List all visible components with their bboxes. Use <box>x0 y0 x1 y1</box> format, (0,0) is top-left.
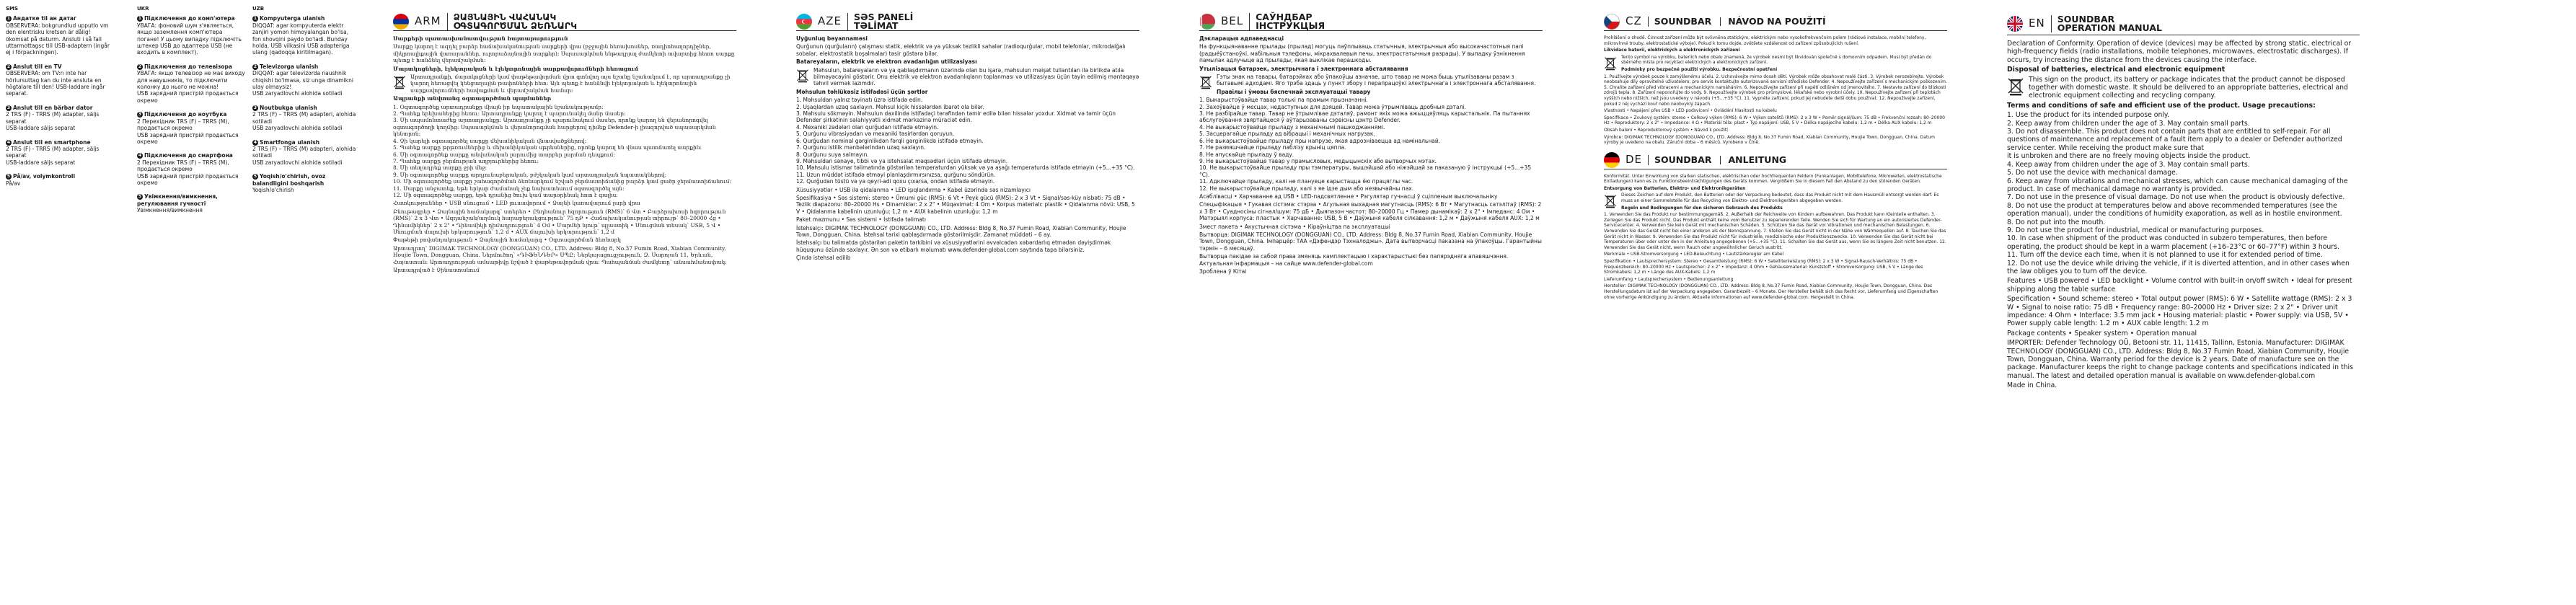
instruction-text: 2 Перехідник TRS (F) – TRRS (M), продається окремо USB зарядний пристрій продається окремо <box>137 118 239 145</box>
bel-paragraph: Вытворца пакідае за сабой права змяняць камплектацыю і характарыстыкі без папярэдняга апавяшчэння. Актуальная інфармацыя – на сайце www.defender-global.com <box>1199 253 1509 267</box>
instruction-item <box>6 105 114 132</box>
instruction-heading-text: Підключення до ноутбука <box>144 111 227 118</box>
armenia-flag-icon <box>393 14 409 30</box>
en-paragraph: Features • USB powered • LED backlight • Volume control with built-in on/off switch • Ideal for present shipping along the table surface <box>2007 277 2352 293</box>
bel-header <box>1199 13 1543 31</box>
arm-paragraph: Արտադրանքի, մարտկոցների կամ փաթեթավորման վրա գտնվող այս նշանը նշանակում է, որ արտադրանքը չի կարող հեռացվել կենցաղային թափոնների հետ։ Այն պետք է հանձնվի էլեկտրական և էլեկտրոնային սարքավորումների հավաքման և վերամշակման համար։ <box>410 74 731 94</box>
instruction-text: OBSERVERA: om TV:n inte har hörlursuttag kan du inte ansluta en högtalare till den! USB-laddare ingår separat. <box>6 70 105 97</box>
instruction-heading-text: Yoqish/o'chirish, ovoz balandligini boshqarish <box>252 173 326 187</box>
de-paragraph: Merkmale • USB-Stromversorgung • LED-Beleuchtung • Lautstärkeregler am Kabel <box>1604 252 1784 257</box>
en-header <box>2007 13 2360 35</box>
de-code: DE <box>1626 152 1643 166</box>
de-paragraph: 1. Verwenden Sie das Produkt nur bestimmungsgemäß. 2. Außerhalb der Reichweite von Kindern aufbewahren. Das Produkt kann Kleinteile enthalten. 3. Zerlegen Sie das Produkt nicht. Das Produkt enthält keine vom Benutzer zu reparierenden Teile. Wenden Sie sich für Wartung an ein autorisiertes Defender-Servicecenter. 4. Verwenden Sie kein Gerät mit mechanischen Schäden. 5. Schützen Sie das Gerät vor Vibrationen und mechanischen Belastungen. 6. Verwenden Sie das Gerät nicht bei einer anderen als der Nennspannung. 7. Stellen Sie das Gerät nicht in der Nähe von Wärmequellen auf. 8. Tauchen Sie das Gerät nicht in Wasser. 9. Verwenden Sie das Produkt nicht für industrielle, medizinische oder Produktionszwecke. 10. Verwenden Sie das Gerät nicht bei Temperaturen über oder unter den in der Anleitung angegebenen (+5...+35 °C). 11. Schalten Sie das Gerät aus, wenn Sie es längere Zeit nicht benutzen. 12. Verwenden Sie das Gerät nicht, wenn Rauch oder ungewöhnlicher Geruch austritt. <box>1604 212 1946 250</box>
aze-paragraph: İstehsalçı bu təlimatda göstərilən paketin tərkibini və xüsusiyyətlərini əvvəlcədən xəbərdarlıq etmədən dəyişdirmək hüququnu özündə saxlayır. Ən son və etibarlı məlumatı www.defender-global.com saytında tapa bilərsiniz. <box>796 239 1111 253</box>
step-number-icon: 2 <box>6 63 11 69</box>
arm-body <box>393 35 736 273</box>
aze-paragraph: Məhsulun təhlükəsiz istifadəsi üçün şərtlər <box>796 88 928 95</box>
instruction-text: Увімкнення/вимкнення <box>137 207 203 214</box>
instruction-heading <box>137 152 245 159</box>
instruction-heading-text: Увімкнення/вимкнення, регулювання гучності <box>137 193 219 207</box>
instruction-heading <box>6 15 114 22</box>
instruction-heading-text: På/av, volymkontroll <box>13 173 76 180</box>
instruction-item <box>252 63 357 97</box>
en-body <box>2007 40 2360 390</box>
instruction-heading-text: Televizorga ulanish <box>260 63 319 70</box>
instruction-text: УВАГА: якщо телевізор не має виходу для навушників, то підключити колонку до нього не можна! USB зарядний пристрій продається окремо <box>137 70 245 104</box>
step-number-icon: 3 <box>253 105 257 110</box>
aze-title1: SƏS PANELİ <box>854 12 914 22</box>
instruction-heading <box>252 173 357 187</box>
crossed-bin-icon <box>796 69 809 83</box>
arm-paragraph: Փաթեթի բովանդակություն • Ձայնային համակարգ • Օգտագործման ձեռնարկ <box>393 237 621 244</box>
aze-paragraph: Məhsulun, batareyaların və ya qablaşdırmanın üzərində olan bu işarə, məhsulun məişət tullantıları ilə birlikdə atıla bilməyəcəyini göstərir. Onu elektrik və elektron avadanlıqların toplanması və utilizasiyası üçün təyin edilmiş məntəqəyə təhvil vermək lazımdır. <box>813 66 1139 87</box>
cz-paragraph: Obsah balení • Reproduktorový systém • Návod k použití <box>1604 127 1728 133</box>
aze-paragraph: Çində istehsal edilib <box>796 255 851 262</box>
belarus-flag-icon <box>1199 14 1215 30</box>
bel-paragraph: Утылізацыя батарэек, электрычнага і электроннага абсталявання <box>1199 65 1408 72</box>
step-number-icon: 4 <box>6 139 11 145</box>
aze-title <box>847 13 913 30</box>
de-paragraph: Dieses Zeichen auf dem Produkt, den Batterien oder der Verpackung bedeutet, dass das Produkt nicht mit dem Hausmüll entsorgt werden darf. Es muss an einer Sammelstelle für das Recycling von Elektro- und Elektronikgeräten abgegeben werden. <box>1621 193 1939 204</box>
czech-flag-icon <box>1604 14 1620 30</box>
step-number-icon: 3 <box>6 105 11 110</box>
instruction-heading <box>137 111 245 118</box>
uzb-items <box>252 15 357 193</box>
uzb-title: UZB <box>252 6 265 12</box>
bel-paragraph: 1. Выкарыстоўвайце тавар толькі па прамым прызначэнні. 2. Захоўвайце ў месцах, недаступных для дзяцей. Тавар можа ўтрымліваць дробныя дэталі. 3. Не разбірайце тавар. Тавар не ўтрымлівае дэталяў, рамонт якіх можа ажыццяўляць карыстальнік. Па пытаннях абслугоўвання звяртайцеся ў аўтарызаваны сэрвісны цэнтр Defender. 4. Не выкарыстоўвайце прыладу з механічнымі пашкоджаннямі. 5. Засцерагайце прыладу ад вібрацыі і механічных нагрузак. 6. Не выкарыстоўвайце прыладу пры напрузе, якая адрозніваецца ад намінальнай. 7. Не размяшчайце прыладу паблізу крыніц цяпла. 8. Не апускайце прыладу ў ваду. 9. Не выкарыстоўвайце тавар у прамысловых, медыцынскіх або вытворчых мэтах. 10. Не выкарыстоўвайце прыладу пры тэмпературы, вышэйшай або ніжэйшай за паказаную ў інструкцыі (+5...+35 °C). 11. Адключайце прыладу, калі не плануеце карыстацца ёю працяглы час. 12. Не выкарыстоўвайце прыладу, калі з яе ідзе дым або незвычайны пах. <box>1199 97 1532 192</box>
cz-code: CZ <box>1626 14 1642 28</box>
step-number-icon: 1 <box>138 16 142 22</box>
instruction-item <box>252 173 357 193</box>
aze-paragraph: Paket məzmunu • Səs sistemi • İstifadə təlimatı <box>796 216 926 224</box>
panel-en <box>2007 0 2360 605</box>
en-title <box>2051 15 2162 32</box>
instruction-item <box>6 15 114 56</box>
instruction-heading <box>137 193 245 207</box>
instruction-heading-text: Kompyuterga ulanish <box>260 15 325 22</box>
de-title <box>1648 155 1786 165</box>
crossed-bin-icon <box>1604 56 1617 71</box>
bel-paragraph: Асаблівасці • Харчаванне ад USB • LED-падсвятленне • Рэгулятар гучнасці ў сціпленым выключальніку <box>1199 193 1498 200</box>
arm-paragraph: Հատկություններ • USB սնուցում • LED լուսավորում • Ձայնի կառավարում լարի վրա <box>393 200 640 207</box>
panel-cz-de <box>1604 0 1947 605</box>
arm-title1: ՁԱՅՆԱՅԻՆ ՎԱՀԱՆԱԿ <box>453 12 557 22</box>
bel-title2: ІНСТРУКЦЫЯ <box>1256 20 1326 31</box>
instruction-heading-text: Anslut till en smartphone <box>13 138 91 146</box>
ukr-items <box>137 15 245 213</box>
instruction-text: Yoqish/o'chirish <box>252 186 294 193</box>
step-number-icon: 1 <box>6 16 11 22</box>
instruction-heading <box>137 15 245 22</box>
step-number-icon: 5 <box>6 174 11 180</box>
step-number-icon: 4 <box>253 139 257 145</box>
aze-paragraph: 1. Məhsuldan yalnız təyinatı üzrə istifadə edin. 2. Uşaqlardan uzaq saxlayın. Məhsul kiçik hissələrdən ibarət ola bilər. 3. Məhsulu sökməyin. Məhsulun daxilində istifadəçi tərəfindən təmir edilə bilən hissələr yoxdur. Xidmət və təmir üçün Defender şirkətinin səlahiyyətli xidmət mərkəzinə müraciət edin. 4. Mexaniki zədələri olan qurğudan istifadə etməyin. 5. Qurğunu vibrasiyadan və mexaniki təsirlərdən qoruyun. 6. Qurğudan nominal gərginlikdən fərqli gərginlikdə istifadə etməyin. 7. Qurğunu istilik mənbələrindən uzaq saxlayın. 8. Qurğunu suya salmayın. 9. Məhsuldan sənaye, tibbi və ya istehsalat məqsədləri üçün istifadə etməyin. 10. Məhsulu istismar təlimatında göstərilən temperaturdan yüksək və ya aşağı temperaturda istifadə etməyin (+5...+35 °C). 11. Uzun müddət istifadə etməyi planlaşdırmırsınızsa, qurğunu söndürün. 12. Qurğudan tüstü və ya qeyri-adi qoxu çıxarsa, ondan istifadə etməyin. <box>796 97 1135 185</box>
instruction-text: 2 Перехідник TRS (F) – TRRS (M), продається окремо USB зарядний пристрій продається окремо <box>137 159 239 186</box>
en-title2: OPERATION MANUAL <box>2057 22 2162 33</box>
panel-bel <box>1199 0 1543 605</box>
en-title1: SOUNDBAR <box>2057 14 2115 25</box>
instruction-text: 2 TRS (F) - TRRS (M) adapter, säljs separat USB-laddare säljs separat <box>6 111 100 132</box>
instruction-text: DIQQAT: agar kompyuterda elektr zanjiri yomon himoyalangan bo'lsa, fon shovqini paydo bo'ladi. Bunday holda, USB vilkasini USB adapteriga ulang (qadoqqa kiritilmagan). <box>252 22 350 56</box>
instruction-text: På/av <box>6 180 21 187</box>
bel-body <box>1199 35 1543 275</box>
arm-paragraph: Ապրանքի անվտանգ օգտագործման պայմաններ <box>393 95 552 102</box>
step-number-icon: 5 <box>253 174 257 180</box>
panel-arm <box>393 0 736 605</box>
step-number-icon: 1 <box>253 16 257 22</box>
en-paragraph: 1. Use the product for its intended purpose only. 2. Keep away from children under the age of 3. May contain small parts. 3. Do not disassemble. This product does not contain parts that are entitled to self-repair. For all questions of maintenance and replacement of a fault item apply to a dealer or Defender authorized service center. While receiving the product make sure that it is unbroken and there are no freely moving objects inside the product. 4. Keep away from children under the age of 3. May contain small parts. 5. Do not use the device with mechanical damage. 6. Keep away from vibrations and mechanical stresses, which can cause mechanical damaging of the product. In case of mechanical damage no warranty is provided. 7. Do not use in the presence of visual damage. Do not use when the product is obviously defective. 8. Do not use the product at temperatures below and above recommended temperatures (see the operation manual), under the conditions of humidity exaporation, as well as in hostile environment. 8. Do not put into the mouth. 9. Do not use the product for industrial, medical or manufacturing purposes. 10. In case when shipment of the product was conducted in subzero temperatures, then before operating, the product should be kept in a warm placement (+16–23°C or 60–77°F) within 3 hours. 11. Turn off the device each time, when it is not planned to use it for extended period of time. 12. Do not use the device while driving the vehicle, if it is diverted attention, and in other cases when the law obliges you to turn off the device. <box>2007 111 2350 275</box>
bel-code: BEL <box>1221 14 1244 28</box>
instruction-heading <box>252 139 357 146</box>
instruction-text: 2 TRS (F) - TRRS (M) adapter, säljs separat USB-laddare säljs separat <box>6 145 100 166</box>
bel-paragraph: Вытворца: DIGIMAK TECHNOLOGY (DONGGUAN) CO., LTD. Address: Bldg 8, No.37 Fumin Road, Xiabian Community, Houjie Town, Dongguan, China. Імпарцёр: ТАА «Дэфендэр Тэхналоджы». Дата вытворчасці паказана на ўпакоўцы. Гарантыйны тэрмін – 6 месяцаў. <box>1199 231 1542 252</box>
instruction-item <box>137 111 245 145</box>
aze-paragraph: Spesifikasiya • Səs sistemi: stereo • Ümumi güc (RMS): 6 Vt • Peyk gücü (RMS): 2 x 3 Vt • Siqnal/səs-küy nisbəti: 75 dB • Tezlik diapazonu: 80–20000 Hs • Dinamiklər: 2 x 2" • Müqavimət: 4 Om • Korpus materialı: plastik • Qidalanma növü: USB, 5 V • Qidalanma kabelinin uzunluğu: 1,2 m • AUX kabelinin uzunluğu: 1,2 m <box>796 194 1135 215</box>
intro-title: SMS <box>6 6 19 12</box>
step-number-icon: 4 <box>138 153 142 159</box>
de-paragraph: Hersteller: DIGIMAK TECHNOLOGY (DONGGUAN) CO., LTD. Address: Bldg 8, No.37 Fumin Road, Xiabian Community, Houjie Town, Dongguan, China. Das Herstellungsdatum ist auf der Verpackung angegeben. Garantiezeit – 6 Monate. Der Hersteller behält sich das Recht vor, Lieferumfang und Eigenschaften ohne vorherige Ankündigung zu ändern. Aktuelle Informationen auf www.defender-global.com. Hergestellt in China. <box>1604 283 1938 300</box>
instruction-heading <box>6 63 114 70</box>
cz-paragraph: Tento symbol na výrobku, bateriích nebo obalu znamená, že výrobek nesmí být likvidován společně s domovním odpadem. Musí být předán do sběrného místa pro recyklaci elektrických a elektronických zařízení. <box>1621 54 1932 66</box>
en-paragraph: Specification • Sound scheme: stereo • Total output power (RMS): 6 W • Satellite wattage (RMS): 2 x 3 W • Signal to noise ratio: 75 dB • Frequency range: 80–20000 Hz • Driver size: 2 x 2" • Driver unit impedance: 4 Ohm • Interface: 3.5 mm jack • Housing material: plastic • Power supply: via USB, 5V • Power supply cable length: 1.2 m • AUX cable length: 1.2 m <box>2007 295 2352 328</box>
instruction-heading <box>252 105 357 111</box>
instruction-item <box>137 193 245 213</box>
de-paragraph: Spezifikation • Lautsprechersystem: Stereo • Gesamtleistung (RMS): 6 W • Satellitenleistung (RMS): 2 x 3 W • Signal-Rausch-Verhältnis: 75 dB • Frequenzbereich: 80–20000 Hz • Lautsprecher: 2 x 2" • Impedanz: 4 Ohm • Gehäusematerial: Kunststoff • Stromversorgung: USB, 5 V • Länge des Stromkabels: 1,2 m • Länge des AUX-Kabels: 1,2 m <box>1604 259 1923 275</box>
instruction-item <box>252 105 357 132</box>
instruction-item <box>252 139 357 167</box>
arm-paragraph: Սարքը կարող է ազդել բարձր հաճախականության սարքերի վրա (բջջային հեռախոսներ, ռադիոհաղորդիչներ, միկրոալիքային վառարաններ, ուլտրաձայնային սարքեր)։ Սպասարկման ենթադրյալ ժամկետի ավարտից հետո սարքը պետք է հանձնել վերամշակման։ <box>393 43 735 64</box>
bel-paragraph: Спецыфікацыя • Гукавая сістэма: стэрэа • Агульная выхадная магутнасць (RMS): 6 Вт • Магутнасць сатэлітаў (RMS): 2 x 3 Вт • Суадносіны сігнал/шум: 75 дБ • Дыяпазон частот: 80–20000 Гц • Памер дынамікаў: 2 x 2" • Імпеданс: 4 Ом • Матэрыял корпуса: пластык • Харчаванне: USB, 5 В • Даўжыня кабеля сілкавання: 1,2 м • Даўжыня кабеля AUX: 1,2 м <box>1199 201 1542 222</box>
arm-title <box>447 13 577 30</box>
arm-paragraph: Բնութագրեր • Ձայնային համակարգ՝ ստերեո • Ընդհանուր հզորություն (RMS)՝ 6 Վտ • Բարձրախոսի հզորություն (RMS)՝ 2 x 3 Վտ • Ազդանշան/աղմուկ հարաբերակցություն՝ 75 դԲ • Հաճախականության տիրույթ՝ 80–20000 Հց • Դինամիկներ՝ 2 x 2" • Դինամիկի դիմադրություն՝ 4 Օմ • Մարմնի նյութ՝ պլաստիկ • Սնուցման տեսակ՝ USB, 5 Վ • Սնուցման մալուխի երկարություն՝ 1,2 մ • AUX մալուխի երկարություն՝ 1,2 մ <box>393 208 726 235</box>
instruction-text: OBSERVERA: bokgrundlud upputlo vm den elentrisku kretsen är dålig! ökomsat på daturm. Ansluti i så fall uttarmottagsc till USB-adaptern (ingår ej i förpackningen). <box>6 22 110 56</box>
crossed-bin-icon <box>1604 194 1617 208</box>
cz-paragraph: Likvidace baterií, elektrických a elektronických zařízení <box>1604 48 1740 53</box>
cz-title <box>1648 17 1826 27</box>
cz-title1: SOUNDBAR <box>1654 16 1712 27</box>
instruction-heading-text: Noutbukga ulanish <box>260 104 317 111</box>
instruction-heading <box>6 139 114 146</box>
instruction-heading-text: Підключення до смартфона <box>144 152 233 159</box>
crossed-bin-icon <box>2007 77 2024 96</box>
cz-paragraph: Prohlášení o shodě. Činnost zařízení může být ovlivněna statickým, elektrickým nebo vysokofrekvenčním polem (rádiové instalace, mobilní telefony, mikrovlnné trouby, elektrostatické výboje). Pokud k tomu dojde, zvětšete vzdálenost od zařízení způsobujících rušení. <box>1604 35 1926 46</box>
cz-paragraph: 1. Používejte výrobek pouze k zamýšlenému účelu. 2. Uchovávejte mimo dosah dětí. Výrobek může obsahovat malé části. 3. Výrobek nerozebírejte. Výrobek neobsahuje díly opravitelné uživatelem; pro servis kontaktujte autorizované servisní středisko Defender. 4. Nepoužívejte zařízení s mechanickým poškozením. 5. Chraňte zařízení před vibracemi a mechanickým namáháním. 6. Nepoužívejte zařízení při napětí odlišném od jmenovitého. 7. Nestavte zařízení do blízkosti zdrojů tepla. 8. Zařízení neponořujte do vody. 9. Nepoužívejte výrobek pro průmyslové, lékařské nebo výrobní účely. 10. Nepoužívejte zařízení při teplotách vyšších nebo nižších, než jsou uvedeny v návodu (+5...+35 °C). 11. Vypněte zařízení, pokud jej nebudete delší dobu používat. 12. Nepoužívejte zařízení, pokud z něj vychází kouř nebo neobvyklý zápach. <box>1604 74 1947 107</box>
arm-paragraph: Արտադրված է Չինաստանում <box>393 267 480 273</box>
cz-paragraph: Vlastnosti • Napájení přes USB • LED podsvícení • Ovládání hlasitosti na kabelu <box>1604 108 1777 114</box>
crossed-bin-icon <box>393 75 406 89</box>
bel-paragraph: Правілы і ўмовы бяспечнай эксплуатацыі тавару <box>1217 88 1371 95</box>
aze-code: AZE <box>818 14 842 28</box>
instruction-heading-text: Підключення до телевізора <box>144 63 232 70</box>
en-paragraph: This sign on the product, its battery or package indicates that the product cannot be disposed together with domestic waste. It should be delivered to an appropriate batteries, electrical and electronic equipment collecting and recycling company. <box>2029 75 2348 100</box>
instruction-item <box>252 15 357 56</box>
cz-paragraph: Podmínky pro bezpečné použití výrobku. Bezpečnostní opatření <box>1621 66 1778 72</box>
en-paragraph: Terms and conditions of safe and efficient use of the product. Usage precautions: <box>2007 101 2316 110</box>
panel-aze <box>796 0 1139 605</box>
instruction-item <box>6 63 114 97</box>
cz-paragraph: Specifikace • Zvukový systém: stereo • Celkový výkon (RMS): 6 W • Výkon satelitů (RMS): 2 x 3 W • Poměr signál/šum: 75 dB • Frekvenční rozsah: 80–20000 Hz • Reproduktory: 2 x 2" • Impedance: 4 Ω • Materiál těla: plast • Typ napájení: USB, 5 V • Délka napájecího kabelu: 1,2 m • Délka AUX kabelu: 1,2 m <box>1604 115 1945 126</box>
cz-paragraph: Výrobce: DIGIMAK TECHNOLOGY (DONGGUAN) CO., LTD. Address: Bldg 8, No.37 Fumin Road, Xiabian Community, Houjie Town, Dongguan, China. Datum výroby je uvedeno na obalu. Záruční doba – 6 měsíců. Vyrobeno v Číně. <box>1604 134 1935 146</box>
crossed-bin-icon <box>1199 75 1212 89</box>
instruction-item <box>137 63 245 104</box>
instruction-heading <box>6 105 114 111</box>
intro-items <box>6 15 114 187</box>
de-body <box>1604 174 1947 300</box>
de-title2: ANLEITUNG <box>1720 156 1786 164</box>
aze-paragraph: Batareyaların, elektrik və elektron avadanlığın utilizasiyası <box>796 58 977 66</box>
instruction-item <box>6 139 114 167</box>
ukr-title: UKR <box>137 6 149 12</box>
cz-body <box>1604 35 1947 146</box>
en-paragraph: Declaration of Conformity. Operation of device (devices) may be affected by strong static, electrical or high-frequency fields (radio installations, mobile telephones, microwaves, electrostatic discharges). If occurs, try increasing the distance from the devices causing the interface. <box>2007 40 2352 64</box>
en-paragraph: Disposal of batteries, electrical and electronic equipment <box>2007 66 2226 74</box>
intro-panel <box>0 0 361 605</box>
en-code: EN <box>2029 17 2045 30</box>
instruction-heading-text: Андатке tii ан датаг <box>13 15 76 22</box>
arm-header <box>393 13 736 31</box>
instruction-text: УВАГА: фоновий шум з'являється, якщо заземлення комп'ютера погане! У цьому випадку підключіть штекер USB до адаптера USB (не входить в комплект). <box>137 22 242 56</box>
aze-header <box>796 13 1139 31</box>
instruction-text: DIQQAT: agar televizorda naushnik chiqishi bo'lmasa, siz unga dinamikni ulay olmaysiz! USB zaryadlovchi alohida sotiladi <box>252 70 353 97</box>
instruction-heading-text: Smartfonga ulanish <box>260 138 320 146</box>
aze-paragraph: Xüsusiyyətlər • USB ilə qidalanma • LED işıqlandırma • Kabel üzərində səs nizamlayıcı <box>796 186 1031 193</box>
step-number-icon: 2 <box>138 63 142 69</box>
step-number-icon: 3 <box>138 112 142 118</box>
arm-paragraph: 1. Օգտագործեք արտադրանքը միայն իր նպատակային նշանակությամբ։ 2. Պահեք երեխաներից հեռու։ Արտադրանքը կարող է պարունակել մանր մասեր։ 3. Մի ապամոնտաժեք արտադրանքը։ Արտադրանքը չի պարունակում մասեր, որոնք կարող են վերանորոգվել օգտագործողի կողմից։ Սպասարկման և վերանորոգման հարցերով դիմեք Defender-ի լիազորված սպասարկման կենտրոն։ 4. Չի կարելի օգտագործել սարքը մեխանիկական վնասվածքներով։ 5. Պահեք սարքը թրթռումներից և մեխանիկական սթրեսներից, որոնք կարող են վնաս պատճառել սարքին։ 6. Մի օգտագործեք սարքը անվանական լարումից տարբեր լարման դեպքում։ 7. Պահեք սարքը ջերմության աղբյուրներից հեռու։ 8. Մի տեղադրեք սարքը ջրի մեջ։ 9. Մի օգտագործեք սարքը արդյունաբերական, բժշկական կամ արտադրական նպատակներով։ 10. Մի օգտագործեք սարքը շահագործման ձեռնարկում նշված ջերմաստիճանից բարձր կամ ցածր ջերմաստիճանում։ 11. Սարքը անջատեք, եթե երկար ժամանակ չեք նախատեսում օգտագործել այն։ 12. Մի օգտագործեք սարքը, եթե դրանից ծուխ կամ տարօրինակ հոտ է գալիս։ <box>393 103 732 198</box>
instruction-heading <box>252 63 357 70</box>
bel-paragraph: Змест пакета • Акустычная сістэма • Кіраўніцтва па эксплуатацыі <box>1199 223 1390 230</box>
instruction-heading-text: Anslut till en TV <box>13 63 62 70</box>
instruction-item <box>6 173 114 187</box>
instruction-text: 2 TRS (F) – TRRS (M) adapteri, alohida sotiladi USB zaryadlovchi alohida sotiladi <box>252 111 356 132</box>
azerbaijan-flag-icon <box>796 14 812 30</box>
instruction-item <box>137 152 245 186</box>
bel-paragraph: На функцыянаванне прылады (прылад) могуць паўплываць статычныя, электрычныя або высокачастотныя палі (радыёўстаноўкі, мабільныя тэлефоны, мікрахвалевыя печы, электрастатычныя разрады). У выпадку ўзнікнення памылак адлучыце ад прылады, якая выклікае перашкоды. <box>1199 43 1525 64</box>
arm-title2: ՕԳՏԱԳՈՐԾՄԱՆ ՁԵՌՆԱՐԿ <box>453 20 578 31</box>
de-paragraph: Lieferumfang • Lautsprechersystem • Bedienungsanleitung <box>1604 276 1734 282</box>
bel-paragraph: Дэкларацыя адпаведнасці <box>1199 35 1284 42</box>
bel-title <box>1249 13 1325 30</box>
arm-paragraph: Արտադրող՝ DIGIMAK TECHNOLOGY (DONGGUAN) CO., LTD. Address: Bldg 8, No.37 Fumin Road, Xiabian Community, Houjie Town, Dongguan, China. Ներմուծող՝ «ԴԻՖԵՆԴԵՐ» ՍՊԸ։ Ներկայացուցչություն, Զ. Սարոյան 11, Երևան, Հայաստան։ Արտադրության ամսաթիվը նշված է փաթեթավորման վրա։ Պահպանման ժամկետը՝ անսահմանափակ։ <box>393 244 727 265</box>
instruction-heading <box>6 173 114 180</box>
arm-paragraph: Մարտկոցների, էլեկտրական և էլեկտրոնային սարքավորումների հեռացում <box>393 65 638 72</box>
instruction-item <box>137 15 245 56</box>
aze-paragraph: Uyğunluq bəyannaməsi <box>796 35 868 42</box>
arm-paragraph: Սարքերի պատասխանատվության հայտարարություն <box>393 35 568 42</box>
bel-paragraph: Гэты знак на тавары, батарэйках або ўпакоўцы азначае, што тавар не можа быць утылізаваны разам з бытавымі адходамі. Яго трэба здаць у пункт збору і перапрацоўкі электрычнага і электроннага абсталявання. <box>1217 74 1536 87</box>
intro-col-ukr <box>137 6 245 221</box>
aze-title2: TƏLİMAT <box>854 20 899 31</box>
aze-paragraph: İstehsalçı: DIGIMAK TECHNOLOGY (DONGGUAN) CO., LTD. Address: Bldg 8, No.37 Fumin Road, Xiabian Community, Houjie Town, Dongguan, China. İstehsal tarixi qablaşdırmada göstərilmişdir. Zəmanət müddəti – 6 ay. <box>796 224 1126 238</box>
en-paragraph: IMPORTER: Defender Technology OÜ, Betooni str. 11, 11415, Tallinn, Estonia. Manufacturer: DIGIMAK TECHNOLOGY (DONGGUAN) CO., LTD. Address: Bldg 8, No.37 Fumin Road, Xiabian Community, Houjie Town, Dongguan, China. Warranty period for the device is 2 years. Date of manufacture see on the package. Manufacturer keeps the right to change package contents and specifications indicated in this manual. The latest and detailed operation manual is available on www.defender-global.com <box>2007 339 2353 380</box>
cz-header <box>1604 13 1947 31</box>
instruction-heading-text: Anslut till en bärbar dator <box>13 104 93 111</box>
de-paragraph: Konformität. Unter Einwirkung von starken statischen, elektrischen oder hochfrequenten Feldern (Funkanlagen, Mobiltelefone, Mikrowellen, elektrostatische Entladungen) kann es zu Funktionsbeeinträchtigungen des Geräts kommen. Vergrößern Sie in diesem Fall den Abstand zu den störenden Geräten. <box>1604 173 1942 185</box>
cz-title2: NÁVOD NA POUŽITÍ <box>1720 17 1825 26</box>
bel-title1: САЎНДБАР <box>1256 12 1313 22</box>
bel-paragraph: Зроблена ў Кітаі <box>1199 268 1247 275</box>
aze-paragraph: Qurğunun (qurğuların) çalışması statik, elektrik və ya yüksək tezlikli sahələr (radioqurğular, mobil telefonlar, mikrodalğalı sobalar, elektrostatik boşalmalar) təsir göstərə bilər. <box>796 43 1126 57</box>
intro-col-swe <box>6 6 114 194</box>
instruction-heading <box>252 15 357 22</box>
de-paragraph: Regeln und Bedingungen für den sicheren Gebrauch des Produkts <box>1621 205 1783 211</box>
en-paragraph: Made in China. <box>2007 381 2057 390</box>
instruction-heading <box>137 63 245 70</box>
intro-col-uzb <box>252 6 357 200</box>
instruction-heading-text: Підключення до комп'ютера <box>144 15 235 22</box>
germany-flag-icon <box>1604 152 1620 168</box>
aze-body <box>796 35 1139 262</box>
step-number-icon: 5 <box>138 194 142 200</box>
en-paragraph: Package contents • Speaker system • Operation manual <box>2007 329 2197 337</box>
arm-code: ARM <box>415 14 441 28</box>
step-number-icon: 2 <box>253 63 257 69</box>
de-header <box>1604 151 1947 169</box>
uk-flag-icon <box>2007 16 2023 32</box>
de-paragraph: Entsorgung von Batterien, Elektro- und Elektronikgeräten <box>1604 185 1746 191</box>
instruction-text: 2 TRS (F) – TRRS (M) adapteri, alohida sotiladi USB zaryadlovchi alohida sotiladi <box>252 145 356 166</box>
de-title1: SOUNDBAR <box>1654 154 1712 165</box>
